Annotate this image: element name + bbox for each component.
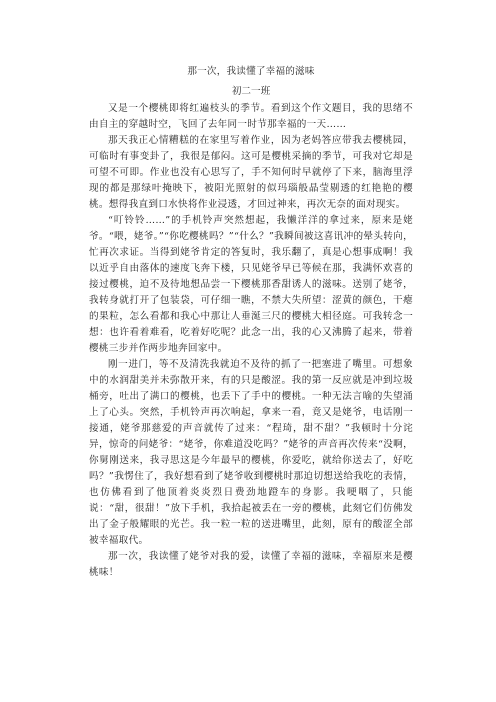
essay-paragraph-4: 刚一进门，等不及清洗我就迫不及待的抓了一把塞进了嘴里。可想象中的水润甜美并未弥散开来，有的只是酸涩。我的第一反应就是冲到垃圾桶旁，吐出了满口的樱桃，也丢下了手中的樱桃。一种无法言喻的失望涌上了心头。突然，手机铃声再次响起，拿来一看，竟又是姥爷，电话刚一接通，姥爷那慈爱的声音就传了过来：“程琦，甜不甜？”我顿时十分诧异，惊奇的问姥爷：“姥爷，你难道没吃吗？”姥爷的声音再次传来“没啊，你舅刚送来，我寻思这是今年最早的樱桃，你爱吃，就给你送去了，好吃吗？”我愣住了，我好想看到了姥爷收到樱桃时那迫切想送给我吃的表情，也仿佛看到了他顶着炎炎烈日费劲地蹬车的身影。我哽咽了，只能说：“甜，很甜！”放下手机，我拾起被丢在一旁的樱桃，此刻它们仿佛发出了金子般耀眼的光芒。我一粒一粒的送进嘴里，此刻，原有的酸涩全部被幸福取代。 — [89, 359, 413, 546]
essay-paragraph-3: “叮铃铃……”的手机铃声突然想起，我懒洋洋的拿过来，原来是姥爷。“喂，姥爷。”“你吃樱桃吗？”“什么？”我瞬间被这喜讯冲的晕头转向，忙再次求证。当得到姥爷肯定的答复时，我乐翻了，真是心想事成啊！我以近乎自由落体的速度飞奔下楼，只见姥爷早已等候在那，我满怀欢喜的接过樱桃，迫不及待地想品尝一下樱桃那香甜诱人的滋味。送别了姥爷，我转身就打开了包装袋，可仔细一瞧，不禁大失所望：涩黄的颜色，干瘪的果粒，怎么看都和我心中那让人垂涎三尺的樱桃大相径庭。可我转念一想：也许看着难看，吃着好吃呢？此念一出，我的心又沸腾了起来，带着樱桃三步并作两步地奔回家中。 — [89, 215, 413, 354]
essay-title: 那一次，我读懂了幸福的滋味 — [187, 66, 315, 77]
essay-paragraph-2: 那天我正心情糟糕的在家里写着作业，因为老妈答应带我去樱桃园，可临时有事变卦了，我很是郁闷。这可是樱桃采摘的季节，可我对它却是可望不可即。作业也没有心思写了，手不知何时早就停了下来，脑海里浮现的都是那绿叶掩映下，被阳光照射的似玛瑙般晶莹剔透的红艳艳的樱桃。想得我直到口水快将作业浸透，才回过神来，再次无奈的面对现实。 — [89, 135, 413, 210]
essay-paragraph-5: 那一次，我读懂了姥爷对我的爱，读懂了幸福的滋味，幸福原来是樱桃味！ — [89, 551, 413, 578]
author-class: 初二一班 — [231, 86, 271, 97]
essay-paragraph-1: 又是一个樱桃即将红遍枝头的季节。看到这个作文题目，我的思绪不由自主的穿越时空，飞回了去年同一时节那幸福的一天…… — [89, 103, 413, 130]
essay — [89, 64, 413, 581]
